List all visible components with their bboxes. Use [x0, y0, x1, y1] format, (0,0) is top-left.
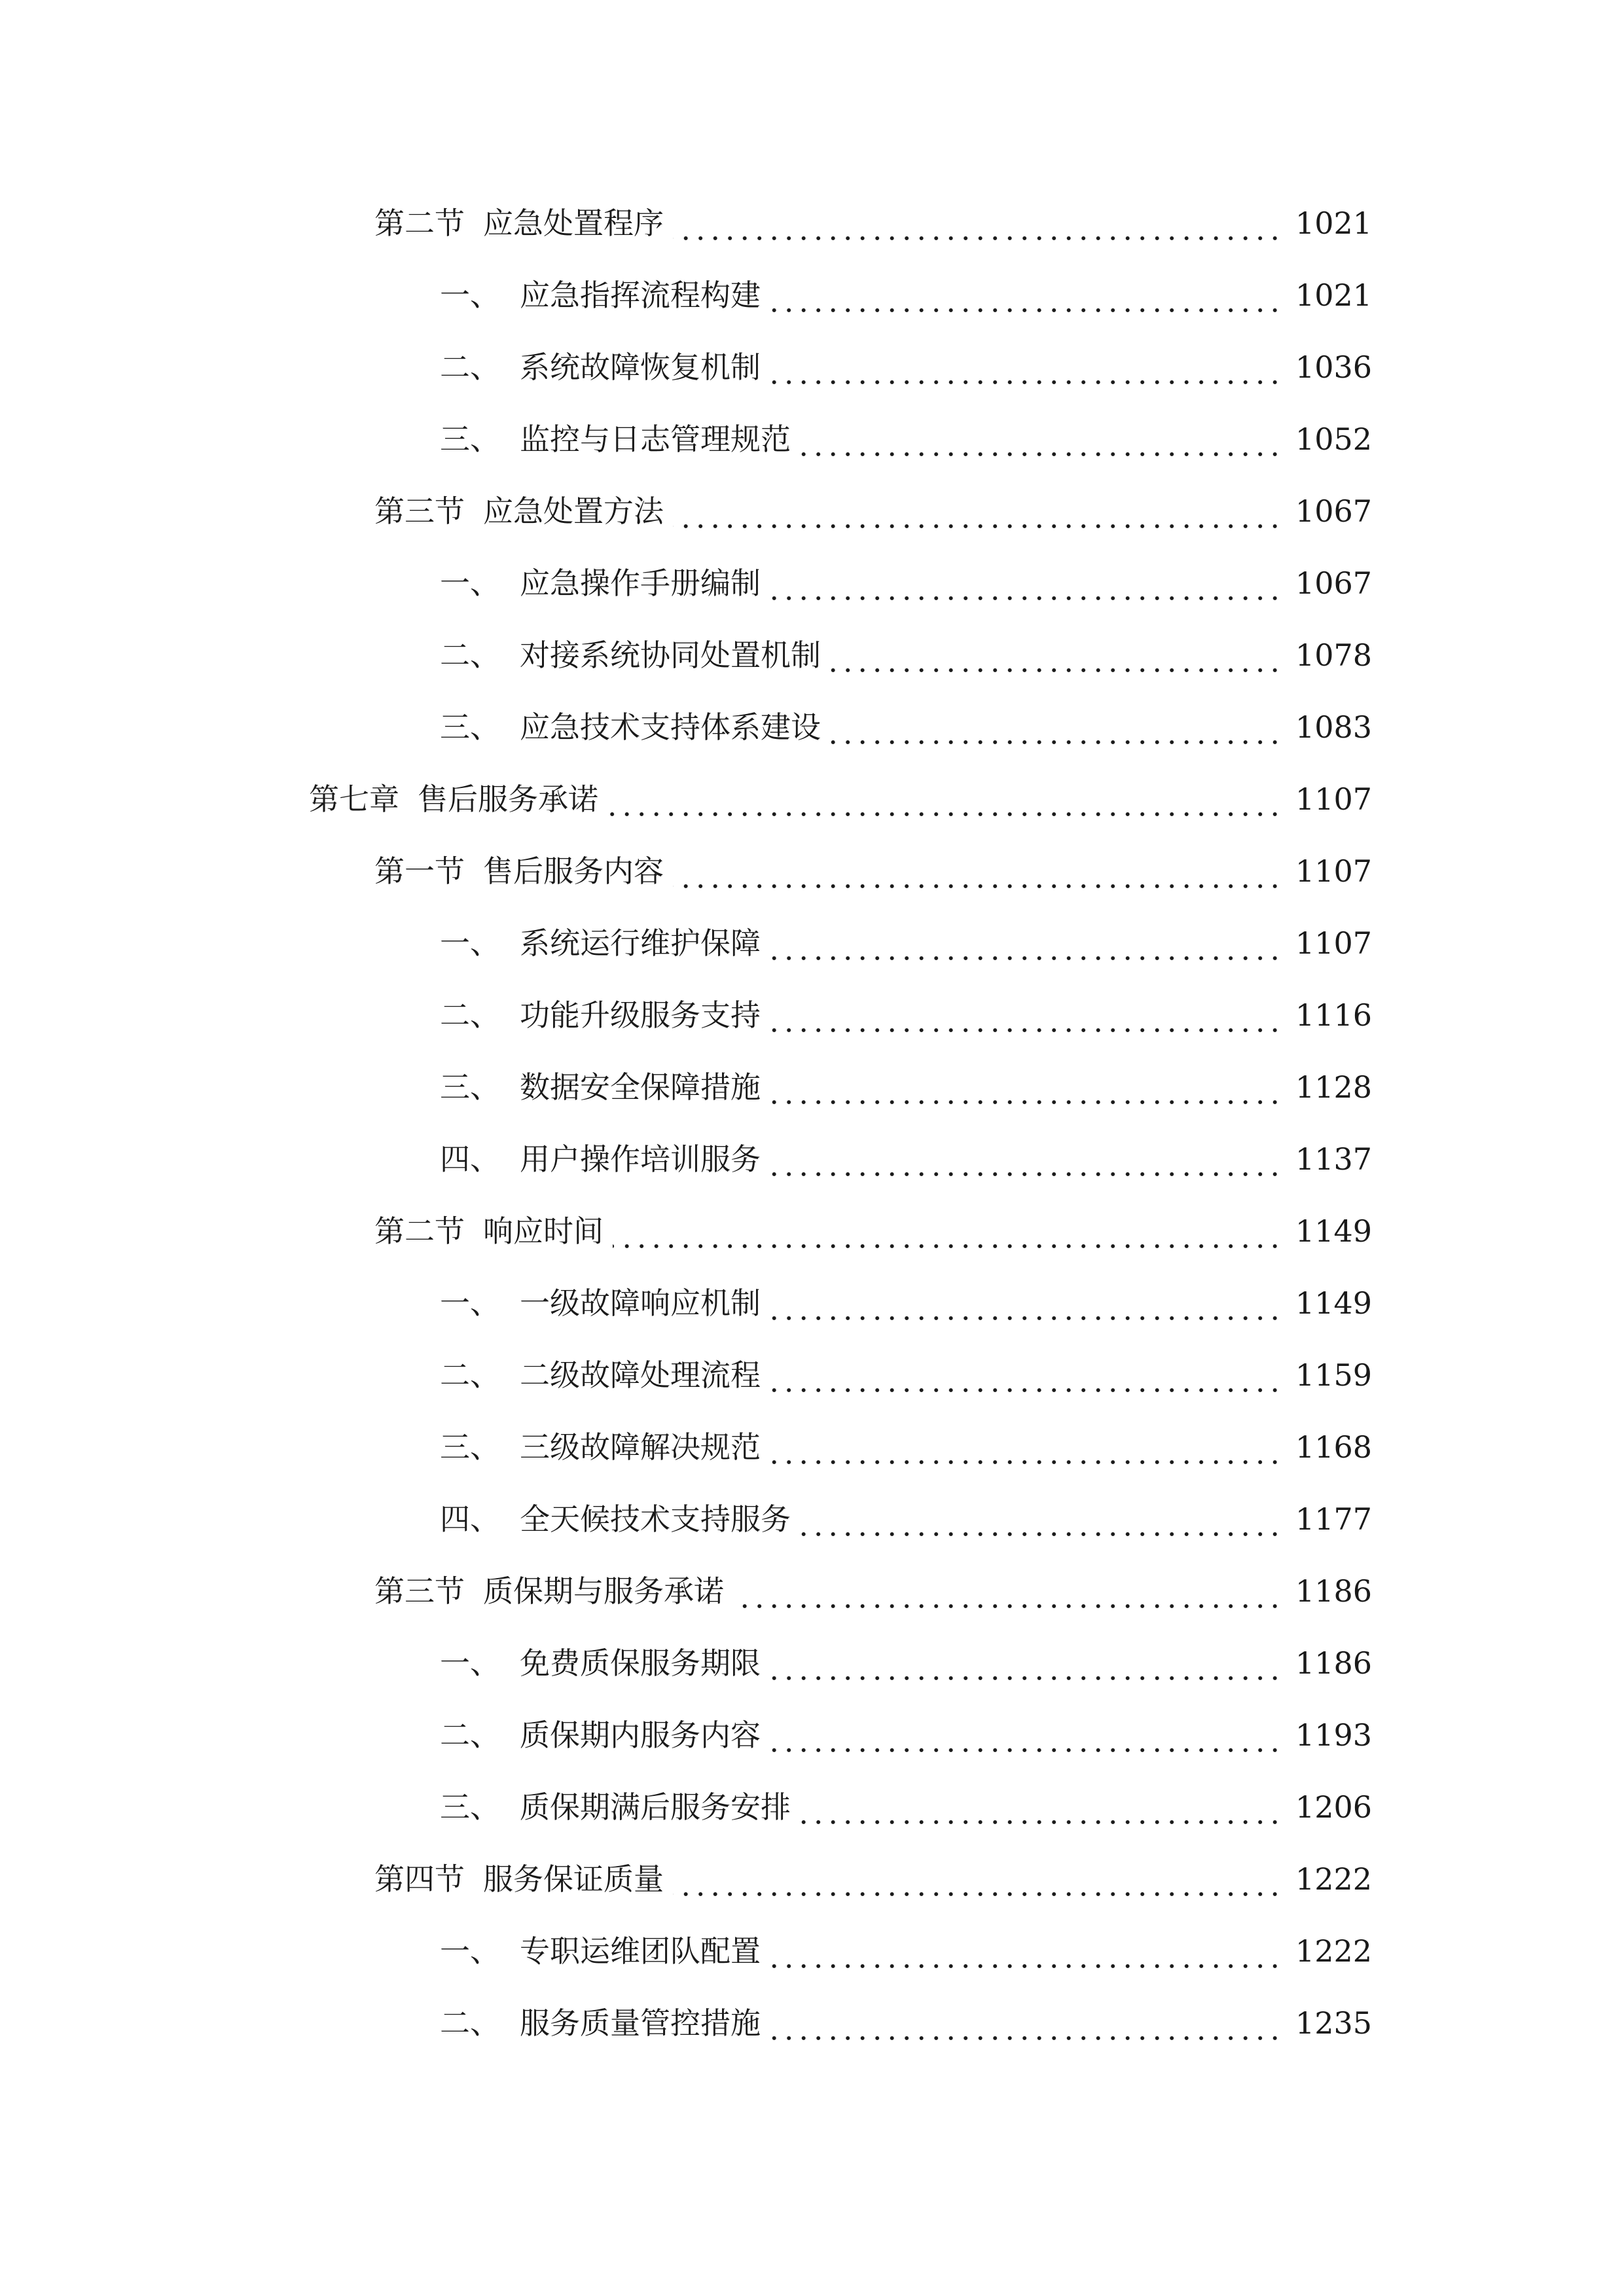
toc-entry-page-number: 1222: [1295, 1933, 1372, 1969]
toc-entry[interactable]: [0, 547, 1624, 619]
toc-entry-number: 二、: [440, 2005, 500, 2041]
toc-entry-title: 系统运行维护保障: [520, 925, 761, 961]
dot-leader: [800, 428, 1282, 458]
toc-entry-title: 对接系统协同处置机制: [520, 637, 821, 673]
toc-entry-title: 服务保证质量: [483, 1861, 664, 1897]
toc-entry-page-number: 1159: [1295, 1357, 1372, 1393]
toc-entry-title: 监控与日志管理规范: [520, 422, 791, 457]
dot-leader: [830, 716, 1282, 746]
dot-leader: [800, 1508, 1282, 1538]
toc-entry-title: 系统故障恢复机制: [520, 350, 761, 385]
dot-leader: [770, 1292, 1282, 1322]
toc-entry-number: 二、: [440, 997, 500, 1033]
toc-entry[interactable]: [0, 403, 1624, 475]
toc-entry-page-number: 1083: [1295, 709, 1372, 745]
toc-entry[interactable]: [0, 1411, 1624, 1483]
toc-entry-page-number: 1149: [1295, 1213, 1372, 1249]
toc-entry-number: 第二节: [374, 1213, 465, 1249]
toc-entry-page-number: 1021: [1295, 278, 1372, 313]
toc-entry-number: 第四节: [374, 1861, 465, 1897]
toc-entry-page-number: 1128: [1295, 1069, 1372, 1105]
toc-entry-title: 应急技术支持体系建设: [520, 709, 821, 745]
toc-entry-page-number: 1177: [1295, 1501, 1372, 1537]
toc-entry-page-number: 1052: [1295, 422, 1372, 457]
toc-entry-number: 第二节: [374, 206, 465, 241]
dot-leader: [770, 1652, 1282, 1682]
toc-entry-number: 二、: [440, 1357, 500, 1393]
toc-entry[interactable]: [0, 1483, 1624, 1555]
toc-entry-number: 三、: [440, 709, 500, 745]
toc-entry-number: 四、: [440, 1141, 500, 1177]
toc-entry-title: 专职运维团队配置: [520, 1933, 761, 1969]
toc-entry-number: 一、: [440, 1285, 500, 1321]
toc-entry[interactable]: [0, 1051, 1624, 1123]
toc-entry-page-number: 1107: [1295, 925, 1372, 961]
toc-entry[interactable]: [0, 619, 1624, 691]
dot-leader: [800, 1796, 1282, 1826]
toc-entry-title: 应急处置方法: [483, 493, 664, 529]
toc-entry-title: 售后服务内容: [483, 853, 664, 889]
toc-entry[interactable]: [0, 1987, 1624, 2059]
dot-leader: [673, 212, 1282, 242]
dot-leader: [770, 284, 1282, 314]
dot-leader: [770, 2012, 1282, 2042]
toc-entry-title: 一级故障响应机制: [520, 1285, 761, 1321]
toc-entry-number: 四、: [440, 1501, 500, 1537]
toc-entry-page-number: 1193: [1295, 1717, 1372, 1753]
toc-entry[interactable]: [0, 835, 1624, 907]
toc-entry-number: 二、: [440, 1717, 500, 1753]
toc-entry[interactable]: [0, 691, 1624, 763]
toc-entry-page-number: 1021: [1295, 206, 1372, 241]
dot-leader: [673, 1868, 1282, 1898]
toc-entry[interactable]: [0, 1843, 1624, 1915]
toc-entry-number: 三、: [440, 1069, 500, 1105]
toc-entry-title: 应急指挥流程构建: [520, 278, 761, 313]
toc-entry-page-number: 1036: [1295, 350, 1372, 385]
dot-leader: [770, 356, 1282, 386]
toc-entry-page-number: 1235: [1295, 2005, 1372, 2041]
toc-entry-title: 服务质量管控措施: [520, 2005, 761, 2041]
toc-entry-page-number: 1137: [1295, 1141, 1372, 1177]
toc-entry-number: 三、: [440, 1429, 500, 1465]
toc-entry-title: 响应时间: [483, 1213, 604, 1249]
toc-entry-page-number: 1222: [1295, 1861, 1372, 1897]
toc-entry[interactable]: [0, 475, 1624, 547]
toc-entry[interactable]: [0, 1267, 1624, 1339]
toc-entry-title: 应急操作手册编制: [520, 565, 761, 601]
toc-entry-page-number: 1168: [1295, 1429, 1372, 1465]
toc-entry-page-number: 1078: [1295, 637, 1372, 673]
toc-entry-number: 三、: [440, 1789, 500, 1825]
toc-entry-number: 一、: [440, 1933, 500, 1969]
dot-leader: [770, 572, 1282, 602]
toc-entry-page-number: 1186: [1295, 1573, 1372, 1609]
toc-entry-title: 应急处置程序: [483, 206, 664, 241]
dot-leader: [770, 1940, 1282, 1970]
toc-entry[interactable]: [0, 763, 1624, 835]
toc-entry[interactable]: [0, 331, 1624, 403]
toc-entry-page-number: 1107: [1295, 781, 1372, 817]
toc-entry-number: 一、: [440, 1645, 500, 1681]
toc-entry[interactable]: [0, 1339, 1624, 1411]
toc-entry-number: 第一节: [374, 853, 465, 889]
dot-leader: [770, 1076, 1282, 1106]
toc-entry-page-number: 1067: [1295, 493, 1372, 529]
dot-leader: [770, 1004, 1282, 1034]
toc-entry[interactable]: [0, 1555, 1624, 1627]
toc-entry[interactable]: [0, 259, 1624, 331]
toc-entry-title: 全天候技术支持服务: [520, 1501, 791, 1537]
toc-entry-page-number: 1186: [1295, 1645, 1372, 1681]
dot-leader: [673, 860, 1282, 890]
table-of-contents: [0, 187, 1624, 2059]
toc-entry[interactable]: [0, 1195, 1624, 1267]
toc-entry-number: 二、: [440, 350, 500, 385]
toc-entry-title: 二级故障处理流程: [520, 1357, 761, 1393]
toc-entry-title: 三级故障解决规范: [520, 1429, 761, 1465]
toc-entry[interactable]: [0, 1627, 1624, 1699]
dot-leader: [770, 932, 1282, 962]
toc-entry-number: 一、: [440, 565, 500, 601]
toc-entry[interactable]: [0, 1123, 1624, 1195]
toc-entry-title: 免费质保服务期限: [520, 1645, 761, 1681]
toc-entry-title: 功能升级服务支持: [520, 997, 761, 1033]
toc-entry-title: 数据安全保障措施: [520, 1069, 761, 1105]
toc-entry[interactable]: [0, 187, 1624, 259]
toc-entry[interactable]: [0, 907, 1624, 979]
dot-leader: [770, 1436, 1282, 1466]
toc-entry-title: 售后服务承诺: [418, 781, 598, 817]
dot-leader: [607, 788, 1282, 818]
toc-entry-number: 第三节: [374, 493, 465, 529]
toc-entry-page-number: 1206: [1295, 1789, 1372, 1825]
dot-leader: [673, 500, 1282, 530]
toc-entry-page-number: 1116: [1295, 997, 1372, 1033]
toc-entry-number: 第三节: [374, 1573, 465, 1609]
toc-entry[interactable]: [0, 1915, 1624, 1987]
toc-entry[interactable]: [0, 979, 1624, 1051]
toc-entry-page-number: 1067: [1295, 565, 1372, 601]
toc-entry-number: 二、: [440, 637, 500, 673]
toc-entry-title: 用户操作培训服务: [520, 1141, 761, 1177]
toc-entry-title: 质保期内服务内容: [520, 1717, 761, 1753]
toc-entry-page-number: 1107: [1295, 853, 1372, 889]
dot-leader: [770, 1364, 1282, 1394]
toc-entry[interactable]: [0, 1699, 1624, 1771]
toc-entry-number: 第七章: [309, 781, 399, 817]
toc-entry[interactable]: [0, 1771, 1624, 1843]
toc-entry-title: 质保期满后服务安排: [520, 1789, 791, 1825]
toc-entry-title: 质保期与服务承诺: [483, 1573, 724, 1609]
toc-entry-number: 三、: [440, 422, 500, 457]
dot-leader: [733, 1580, 1282, 1610]
dot-leader: [770, 1724, 1282, 1754]
dot-leader: [613, 1220, 1282, 1250]
dot-leader: [770, 1148, 1282, 1178]
toc-entry-number: 一、: [440, 278, 500, 313]
dot-leader: [830, 644, 1282, 674]
toc-entry-number: 一、: [440, 925, 500, 961]
toc-entry-page-number: 1149: [1295, 1285, 1372, 1321]
